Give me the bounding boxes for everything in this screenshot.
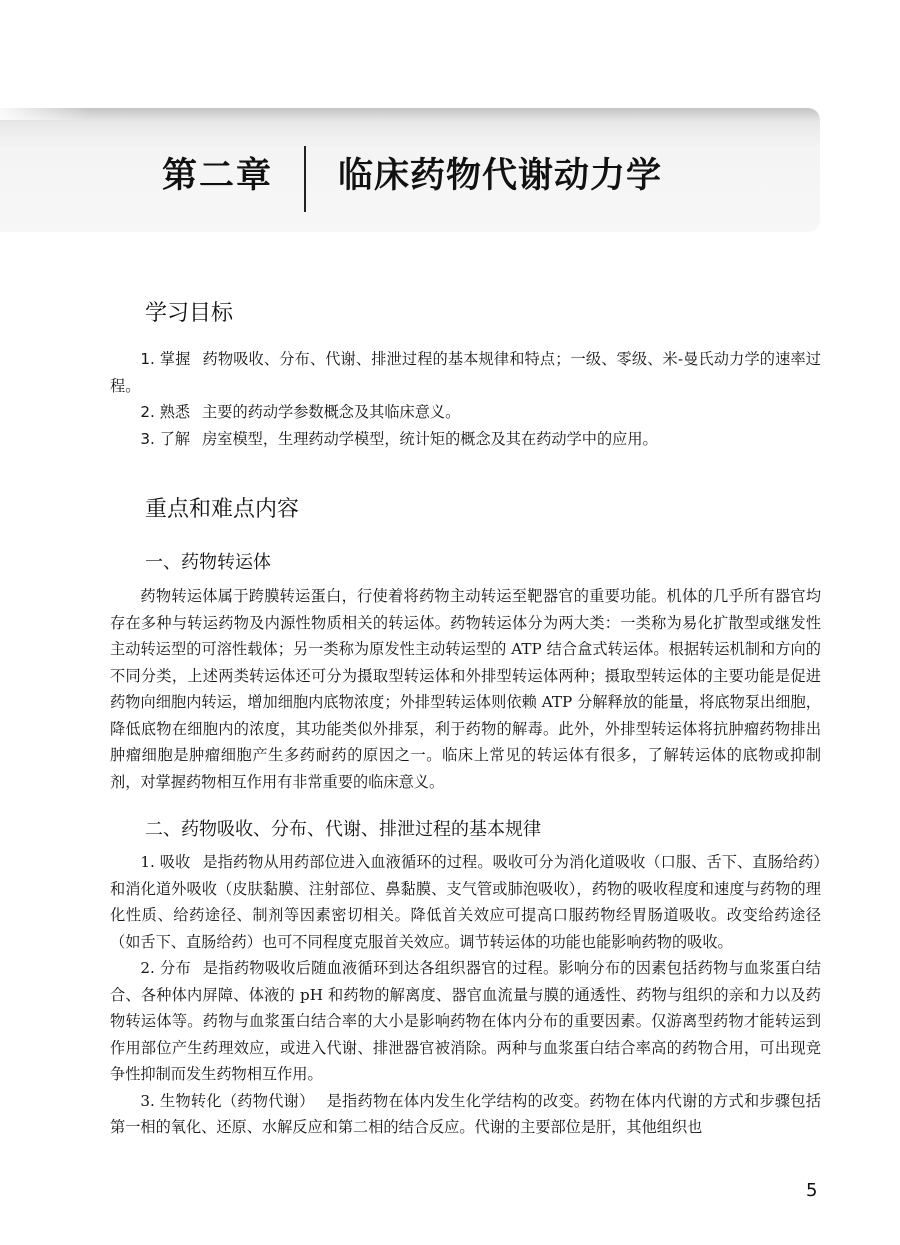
section1-paragraph: 药物转运体属于跨膜转运蛋白，行使着将药物主动转运至靶器官的重要功能。机体的几乎所有器官均存在多种与转运药物及内源性物质相关的转运体。药物转运体分为两大类：一类称为易化扩散型或继发性主动转运型的可溶性载体；另一类称为原发性主动转运型的 ATP 结合盒式转运体。根据转运机制和方向的不同分类，上述两类转运体还可分为摄取型转运体和外排型转运体两种；摄取型转运体的主要功能是促进药物向细胞内转运，增加细胞内底物浓度；外排型转运体则依赖 ATP 分解释放的能量，将底物泵出细胞，降低底物在细胞内的浓度，其功能类似外排泵，利于药物的解毒。此外，外排型转运体将抗肿瘤药物排出肿瘤细胞是肿瘤细胞产生多药耐药的原因之一。临床上常见的转运体有很多，了解转运体的底物或抑制剂，对掌握药物相互作用有非常重要的临床意义。 bbox=[110, 587, 821, 791]
objective-text: 药物吸收、分布、代谢、排泄过程的基本规律和特点；一级、零级、米-曼氏动力学的速率过程。 bbox=[110, 350, 821, 395]
objective-label: 2. 熟悉 bbox=[140, 403, 191, 421]
section2-item-label: 1. 吸收 bbox=[140, 853, 191, 871]
section2-item-text: 是指药物在体内发生化学结构的改变。药物在体内代谢的方式和步骤包括第一相的氧化、还原、水解反应和第二相的结合反应。代谢的主要部位是肝，其他组织也 bbox=[110, 1091, 821, 1136]
chapter-number: 第二章 bbox=[162, 156, 274, 196]
section2-heading: 二、药物吸收、分布、代谢、排泄过程的基本规律 bbox=[145, 819, 541, 840]
section1-body bbox=[110, 583, 821, 795]
objective-item bbox=[110, 399, 821, 426]
section2-item bbox=[110, 1088, 821, 1141]
objective-text: 主要的药动学参数概念及其临床意义。 bbox=[202, 403, 461, 421]
chapter-title: 临床药物代谢动力学 bbox=[338, 156, 663, 196]
objective-item bbox=[110, 426, 821, 453]
objective-item bbox=[110, 346, 821, 399]
objective-label: 3. 了解 bbox=[140, 429, 191, 448]
section2-body bbox=[110, 849, 821, 1141]
section1-heading: 一、药物转运体 bbox=[145, 552, 271, 573]
section2-item-text: 是指药物吸收后随血液循环到达各组织器官的过程。影响分布的因素包括药物与血浆蛋白结合、各种体内屏障、体液的 pH 和药物的解离度、器官血流量与膜的通透性、药物与组织的亲和力以及药物转运体等。药物与血浆蛋白结合率的大小是影响药物在体内分布的重要因素。仅游离型药物才能转运到作用部位产生药理效应，或进入代谢、排泄器官被消除。两种与血浆蛋白结合率高的药物合用，可出现竞争性抑制而发生药物相互作用。 bbox=[110, 959, 821, 1083]
objectives-heading: 学习目标 bbox=[145, 301, 234, 326]
objective-text: 房室模型，生理药动学模型，统计矩的概念及其在药动学中的应用。 bbox=[202, 429, 658, 448]
key-points-heading: 重点和难点内容 bbox=[145, 497, 300, 522]
objectives-list bbox=[110, 346, 821, 452]
page-number: 5 bbox=[806, 1180, 818, 1201]
section2-item bbox=[110, 955, 821, 1088]
objective-label: 1. 掌握 bbox=[140, 350, 191, 368]
section2-item-label: 3. 生物转化（药物代谢） bbox=[140, 1091, 315, 1110]
chapter-divider bbox=[304, 146, 306, 212]
section2-item bbox=[110, 849, 821, 955]
section2-item-text: 是指药物从用药部位进入血液循环的过程。吸收可分为消化道吸收（口服、舌下、直肠给药）和消化道外吸收（皮肤黏膜、注射部位、鼻黏膜、支气管或肺泡吸收），药物的吸收程度和速度与药物的理化性质、给药途径、制剂等因素密切相关。降低首关效应可提高口服药物经胃肠道吸收。改变给药途径（如舌下、直肠给药）也可不同程度克服首关效应。调节转运体的功能也能影响药物的吸收。 bbox=[110, 853, 821, 951]
section2-item-label: 2. 分布 bbox=[140, 959, 191, 977]
